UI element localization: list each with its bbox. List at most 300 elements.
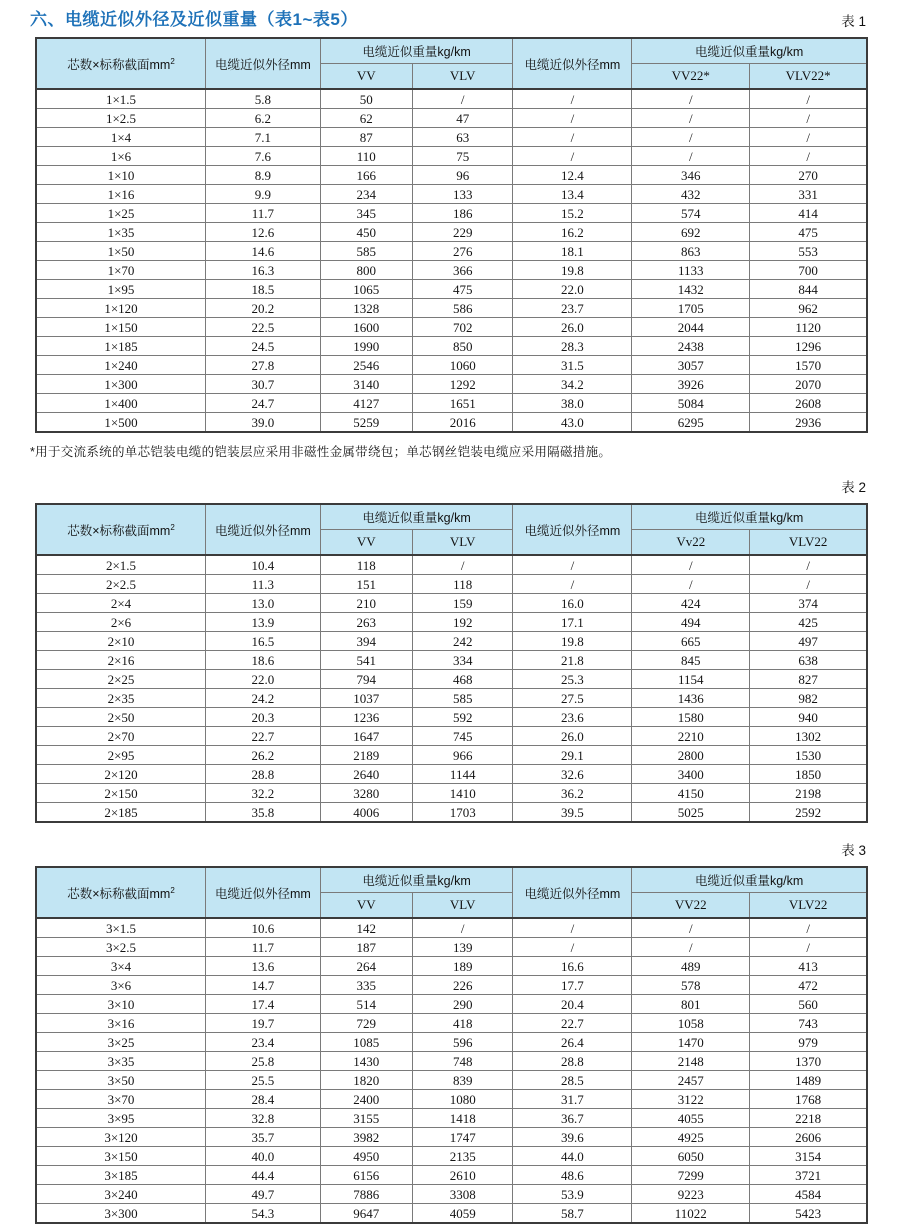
value-cell: 475 (750, 223, 867, 242)
value-cell: 35.8 (206, 803, 321, 823)
header-vv22: VV22 (632, 893, 750, 919)
value-cell: 418 (412, 1014, 513, 1033)
value-cell: 1470 (632, 1033, 750, 1052)
table-row (36, 784, 867, 803)
value-cell: 23.6 (513, 708, 632, 727)
value-cell: 982 (750, 689, 867, 708)
value-cell: 514 (320, 995, 412, 1014)
value-cell: / (632, 128, 750, 147)
value-cell: 578 (632, 976, 750, 995)
value-cell: 187 (320, 938, 412, 957)
table-row (36, 651, 867, 670)
value-cell: 3926 (632, 375, 750, 394)
value-cell: 4055 (632, 1109, 750, 1128)
value-cell: 827 (750, 670, 867, 689)
spec-cell: 2×35 (36, 689, 206, 708)
value-cell: 31.5 (513, 356, 632, 375)
cable-table-single-core (35, 37, 868, 433)
table-row (36, 803, 867, 823)
spec-cell: 2×120 (36, 765, 206, 784)
value-cell: 53.9 (513, 1185, 632, 1204)
spec-cell: 3×70 (36, 1090, 206, 1109)
value-cell: 40.0 (206, 1147, 321, 1166)
value-cell: 186 (412, 204, 513, 223)
spec-cell: 3×10 (36, 995, 206, 1014)
value-cell: 44.0 (513, 1147, 632, 1166)
value-cell: 27.8 (206, 356, 321, 375)
value-cell: 10.6 (206, 918, 321, 938)
value-cell: 20.2 (206, 299, 321, 318)
value-cell: 21.8 (513, 651, 632, 670)
header-outer-diameter: 电缆近似外径mm (206, 504, 321, 555)
value-cell: / (513, 575, 632, 594)
value-cell: 1296 (750, 337, 867, 356)
value-cell: 118 (320, 555, 412, 575)
value-cell: / (412, 555, 513, 575)
header-vlv22: VLV22 (750, 893, 867, 919)
value-cell: 2016 (412, 413, 513, 433)
header-weight: 电缆近似重量kg/km (320, 38, 513, 64)
value-cell: 4006 (320, 803, 412, 823)
header-weight-armored: 电缆近似重量kg/km (632, 504, 867, 530)
cable-table-two-core (35, 503, 868, 823)
spec-cell: 1×70 (36, 261, 206, 280)
value-cell: 22.0 (513, 280, 632, 299)
header-vlv: VLV (412, 64, 513, 90)
table-row (36, 413, 867, 433)
value-cell: 139 (412, 938, 513, 957)
value-cell: 17.7 (513, 976, 632, 995)
value-cell: 1418 (412, 1109, 513, 1128)
spec-cell: 2×16 (36, 651, 206, 670)
title-row (30, 5, 868, 30)
cable-table-three-core (35, 866, 868, 1224)
value-cell: 1302 (750, 727, 867, 746)
value-cell: 11.7 (206, 204, 321, 223)
value-cell: 7.6 (206, 147, 321, 166)
table-row (36, 1071, 867, 1090)
table-row (36, 1147, 867, 1166)
table-row (36, 765, 867, 784)
value-cell: 276 (412, 242, 513, 261)
table-row (36, 337, 867, 356)
value-cell: 745 (412, 727, 513, 746)
value-cell: 9647 (320, 1204, 412, 1224)
spec-cell: 3×50 (36, 1071, 206, 1090)
table-row (36, 575, 867, 594)
value-cell: / (513, 555, 632, 575)
value-cell: 2800 (632, 746, 750, 765)
table-row (36, 938, 867, 957)
value-cell: 1705 (632, 299, 750, 318)
value-cell: 335 (320, 976, 412, 995)
value-cell: 2592 (750, 803, 867, 823)
value-cell: 5.8 (206, 89, 321, 109)
spec-cell: 3×120 (36, 1128, 206, 1147)
value-cell: 25.8 (206, 1052, 321, 1071)
value-cell: 1850 (750, 765, 867, 784)
header-weight: 电缆近似重量kg/km (320, 867, 513, 893)
value-cell: 30.7 (206, 375, 321, 394)
value-cell: 159 (412, 594, 513, 613)
value-cell: 979 (750, 1033, 867, 1052)
value-cell: 13.6 (206, 957, 321, 976)
value-cell: 8.9 (206, 166, 321, 185)
table-row (36, 1128, 867, 1147)
spec-cell: 1×6 (36, 147, 206, 166)
value-cell: 3400 (632, 765, 750, 784)
table-row (36, 689, 867, 708)
value-cell: 50 (320, 89, 412, 109)
value-cell: 39.0 (206, 413, 321, 433)
value-cell: 1060 (412, 356, 513, 375)
value-cell: 22.0 (206, 670, 321, 689)
spec-cell: 3×95 (36, 1109, 206, 1128)
value-cell: 166 (320, 166, 412, 185)
value-cell: 3308 (412, 1185, 513, 1204)
table-row (36, 318, 867, 337)
spec-cell: 1×150 (36, 318, 206, 337)
value-cell: 331 (750, 185, 867, 204)
value-cell: 25.3 (513, 670, 632, 689)
spec-cell: 1×16 (36, 185, 206, 204)
value-cell: / (412, 918, 513, 938)
value-cell: 863 (632, 242, 750, 261)
value-cell: 110 (320, 147, 412, 166)
header-weight: 电缆近似重量kg/km (320, 504, 513, 530)
value-cell: 2610 (412, 1166, 513, 1185)
value-cell: 800 (320, 261, 412, 280)
spec-cell: 1×240 (36, 356, 206, 375)
spec-cell: 1×300 (36, 375, 206, 394)
value-cell: 1065 (320, 280, 412, 299)
value-cell: 1990 (320, 337, 412, 356)
value-cell: 26.0 (513, 318, 632, 337)
value-cell: 494 (632, 613, 750, 632)
value-cell: 16.6 (513, 957, 632, 976)
header-outer-diameter: 电缆近似外径mm (206, 38, 321, 89)
value-cell: 20.4 (513, 995, 632, 1014)
value-cell: 13.9 (206, 613, 321, 632)
table-row (36, 613, 867, 632)
value-cell: 692 (632, 223, 750, 242)
spec-cell: 3×150 (36, 1147, 206, 1166)
value-cell: 940 (750, 708, 867, 727)
value-cell: 189 (412, 957, 513, 976)
value-cell: 413 (750, 957, 867, 976)
value-cell: 10.4 (206, 555, 321, 575)
value-cell: 1370 (750, 1052, 867, 1071)
spec-cell: 3×6 (36, 976, 206, 995)
value-cell: 2198 (750, 784, 867, 803)
value-cell: 845 (632, 651, 750, 670)
spec-cell: 3×1.5 (36, 918, 206, 938)
table-row (36, 280, 867, 299)
value-cell: 16.3 (206, 261, 321, 280)
value-cell: / (750, 938, 867, 957)
value-cell: 962 (750, 299, 867, 318)
value-cell: 3155 (320, 1109, 412, 1128)
value-cell: 32.6 (513, 765, 632, 784)
spec-cell: 2×95 (36, 746, 206, 765)
spec-cell: 3×240 (36, 1185, 206, 1204)
value-cell: 226 (412, 976, 513, 995)
value-cell: 19.8 (513, 261, 632, 280)
header-vlv22: VLV22* (750, 64, 867, 90)
value-cell: 700 (750, 261, 867, 280)
value-cell: 3154 (750, 1147, 867, 1166)
spec-cell: 1×185 (36, 337, 206, 356)
value-cell: 6050 (632, 1147, 750, 1166)
value-cell: 133 (412, 185, 513, 204)
value-cell: 118 (412, 575, 513, 594)
header-outer-diameter-armored: 电缆近似外径mm (513, 867, 632, 918)
value-cell: / (750, 128, 867, 147)
table-2-label-row (30, 476, 866, 496)
value-cell: 12.6 (206, 223, 321, 242)
value-cell: 24.2 (206, 689, 321, 708)
value-cell: 48.6 (513, 1166, 632, 1185)
value-cell: 450 (320, 223, 412, 242)
value-cell: 2438 (632, 337, 750, 356)
value-cell: 58.7 (513, 1204, 632, 1224)
table-row (36, 261, 867, 280)
value-cell: 22.5 (206, 318, 321, 337)
value-cell: 5259 (320, 413, 412, 433)
value-cell: 31.7 (513, 1090, 632, 1109)
table-body (36, 918, 867, 1223)
header-outer-diameter: 电缆近似外径mm (206, 867, 321, 918)
value-cell: 560 (750, 995, 867, 1014)
value-cell: 432 (632, 185, 750, 204)
value-cell: 1489 (750, 1071, 867, 1090)
value-cell: 748 (412, 1052, 513, 1071)
table-row (36, 555, 867, 575)
value-cell: 1154 (632, 670, 750, 689)
value-cell: 7299 (632, 1166, 750, 1185)
value-cell: / (750, 109, 867, 128)
table-row (36, 995, 867, 1014)
value-cell: 1410 (412, 784, 513, 803)
value-cell: / (632, 918, 750, 938)
value-cell: 585 (412, 689, 513, 708)
value-cell: 586 (412, 299, 513, 318)
value-cell: 24.5 (206, 337, 321, 356)
table-row (36, 746, 867, 765)
value-cell: 242 (412, 632, 513, 651)
header-cores-section: 芯数×标称截面$mm^2$ (36, 867, 206, 918)
header-vlv: VLV (412, 893, 513, 919)
value-cell: 665 (632, 632, 750, 651)
value-cell: 3280 (320, 784, 412, 803)
value-cell: 541 (320, 651, 412, 670)
value-cell: 4150 (632, 784, 750, 803)
value-cell: 702 (412, 318, 513, 337)
value-cell: 794 (320, 670, 412, 689)
value-cell: 844 (750, 280, 867, 299)
value-cell: 17.1 (513, 613, 632, 632)
table-row (36, 204, 867, 223)
value-cell: 1080 (412, 1090, 513, 1109)
table-row (36, 299, 867, 318)
value-cell: 19.7 (206, 1014, 321, 1033)
value-cell: / (513, 128, 632, 147)
value-cell: / (513, 938, 632, 957)
spec-cell: 3×185 (36, 1166, 206, 1185)
header-cores-section: 芯数×标称截面$mm^2$ (36, 504, 206, 555)
value-cell: 192 (412, 613, 513, 632)
value-cell: 32.8 (206, 1109, 321, 1128)
table-2-label: 表 2 (841, 480, 866, 495)
table-row (36, 394, 867, 413)
spec-cell: 2×70 (36, 727, 206, 746)
value-cell: / (750, 575, 867, 594)
spec-cell: 1×400 (36, 394, 206, 413)
value-cell: 1144 (412, 765, 513, 784)
spec-cell: 1×35 (36, 223, 206, 242)
value-cell: 4950 (320, 1147, 412, 1166)
header-vv22: VV22* (632, 64, 750, 90)
value-cell: 839 (412, 1071, 513, 1090)
table-row (36, 1109, 867, 1128)
value-cell: 18.5 (206, 280, 321, 299)
header-vv22: Vv22 (632, 530, 750, 556)
value-cell: 27.5 (513, 689, 632, 708)
value-cell: 1037 (320, 689, 412, 708)
value-cell: 966 (412, 746, 513, 765)
value-cell: 1703 (412, 803, 513, 823)
spec-cell: 3×300 (36, 1204, 206, 1224)
spec-cell: 1×500 (36, 413, 206, 433)
value-cell: 743 (750, 1014, 867, 1033)
value-cell: 14.7 (206, 976, 321, 995)
table-header (36, 38, 867, 89)
value-cell: 39.5 (513, 803, 632, 823)
table-row (36, 976, 867, 995)
value-cell: 3057 (632, 356, 750, 375)
table-row (36, 223, 867, 242)
spec-cell: 3×35 (36, 1052, 206, 1071)
value-cell: 574 (632, 204, 750, 223)
value-cell: 414 (750, 204, 867, 223)
value-cell: 1328 (320, 299, 412, 318)
spec-cell: 2×150 (36, 784, 206, 803)
header-vv: VV (320, 530, 412, 556)
table-3-label: 表 3 (841, 843, 866, 858)
table-1-label: 表 1 (841, 14, 866, 29)
value-cell: 345 (320, 204, 412, 223)
value-cell: 16.2 (513, 223, 632, 242)
value-cell: 1292 (412, 375, 513, 394)
table-row (36, 89, 867, 109)
value-cell: 1436 (632, 689, 750, 708)
value-cell: 2400 (320, 1090, 412, 1109)
spec-cell: 2×10 (36, 632, 206, 651)
value-cell: / (750, 89, 867, 109)
header-vv: VV (320, 64, 412, 90)
table-row (36, 1033, 867, 1052)
spec-cell: 2×6 (36, 613, 206, 632)
value-cell: 26.0 (513, 727, 632, 746)
value-cell: 729 (320, 1014, 412, 1033)
value-cell: 44.4 (206, 1166, 321, 1185)
header-vlv22: VLV22 (750, 530, 867, 556)
value-cell: 234 (320, 185, 412, 204)
value-cell: 28.3 (513, 337, 632, 356)
value-cell: 22.7 (513, 1014, 632, 1033)
spec-cell: 1×120 (36, 299, 206, 318)
value-cell: 34.2 (513, 375, 632, 394)
value-cell: 263 (320, 613, 412, 632)
value-cell: 24.7 (206, 394, 321, 413)
value-cell: 424 (632, 594, 750, 613)
value-cell: / (632, 147, 750, 166)
value-cell: 28.8 (206, 765, 321, 784)
header-outer-diameter-armored: 电缆近似外径mm (513, 38, 632, 89)
spec-cell: 2×1.5 (36, 555, 206, 575)
value-cell: 489 (632, 957, 750, 976)
value-cell: / (632, 89, 750, 109)
value-cell: 210 (320, 594, 412, 613)
spec-cell: 1×2.5 (36, 109, 206, 128)
value-cell: 96 (412, 166, 513, 185)
value-cell: 11.7 (206, 938, 321, 957)
value-cell: 4925 (632, 1128, 750, 1147)
value-cell: 2457 (632, 1071, 750, 1090)
value-cell: 6156 (320, 1166, 412, 1185)
value-cell: 1236 (320, 708, 412, 727)
value-cell: 638 (750, 651, 867, 670)
value-cell: / (750, 918, 867, 938)
value-cell: 2135 (412, 1147, 513, 1166)
header-weight-armored: 电缆近似重量kg/km (632, 867, 867, 893)
value-cell: 9223 (632, 1185, 750, 1204)
value-cell: 1058 (632, 1014, 750, 1033)
value-cell: 4127 (320, 394, 412, 413)
table-row (36, 1204, 867, 1224)
value-cell: 75 (412, 147, 513, 166)
value-cell: 32.2 (206, 784, 321, 803)
value-cell: 475 (412, 280, 513, 299)
value-cell: 23.7 (513, 299, 632, 318)
value-cell: 12.4 (513, 166, 632, 185)
table-body (36, 555, 867, 822)
value-cell: 15.2 (513, 204, 632, 223)
value-cell: 13.4 (513, 185, 632, 204)
spec-cell: 2×25 (36, 670, 206, 689)
spec-cell: 3×25 (36, 1033, 206, 1052)
value-cell: 25.5 (206, 1071, 321, 1090)
value-cell: 19.8 (513, 632, 632, 651)
table-row (36, 375, 867, 394)
table-row (36, 166, 867, 185)
spec-cell: 3×16 (36, 1014, 206, 1033)
table-header (36, 867, 867, 918)
table-row (36, 185, 867, 204)
value-cell: 17.4 (206, 995, 321, 1014)
value-cell: 62 (320, 109, 412, 128)
value-cell: 87 (320, 128, 412, 147)
value-cell: 2148 (632, 1052, 750, 1071)
value-cell: 1133 (632, 261, 750, 280)
value-cell: / (750, 147, 867, 166)
value-cell: / (632, 938, 750, 957)
spec-cell: 1×95 (36, 280, 206, 299)
value-cell: 2608 (750, 394, 867, 413)
value-cell: 1432 (632, 280, 750, 299)
value-cell: 6.2 (206, 109, 321, 128)
value-cell: 1768 (750, 1090, 867, 1109)
